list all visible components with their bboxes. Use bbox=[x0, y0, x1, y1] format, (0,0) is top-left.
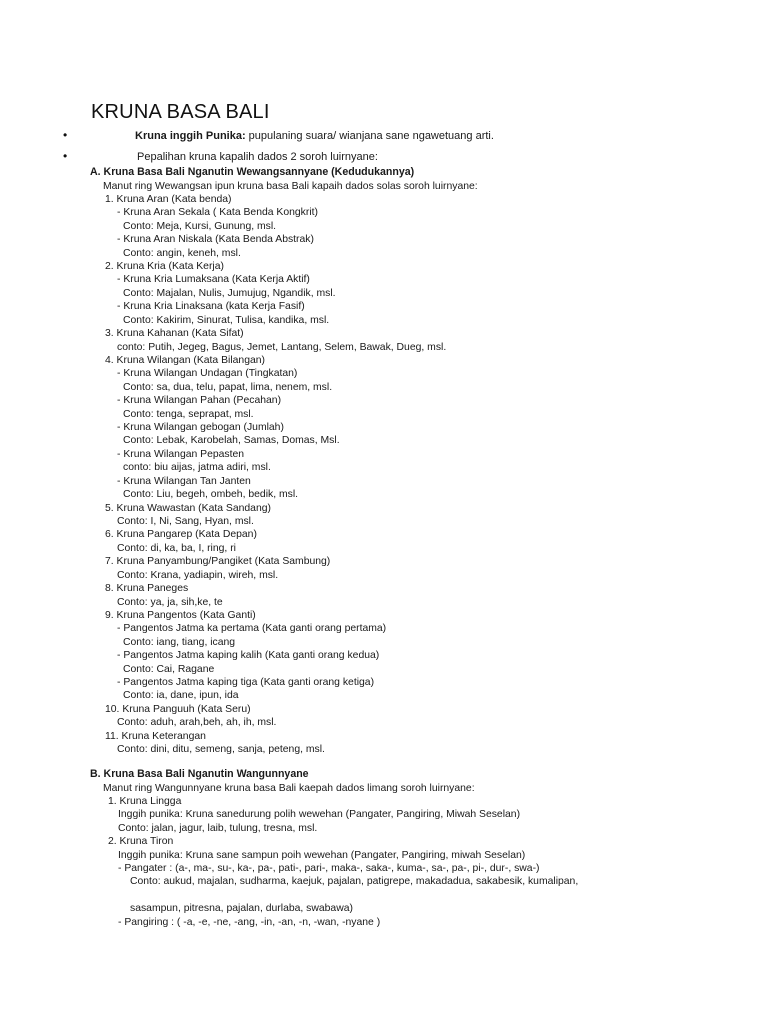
document-line: - Kruna Wilangan Tan Janten bbox=[117, 475, 251, 487]
document-line: Conto: Liu, begeh, ombeh, bedik, msl. bbox=[123, 489, 299, 501]
document-line: - Kruna Kria Linaksana (kata Kerja Fasif) bbox=[117, 301, 305, 313]
document-line: - Kruna Wilangan Pepasten bbox=[117, 448, 245, 460]
intro-line-1 bbox=[135, 130, 494, 142]
document-line: Manut ring Wewangsan ipun kruna basa Bali kapaih dados solas soroh luirnyane: bbox=[103, 180, 478, 192]
document-line: sasampun, pitresna, pajalan, durlaba, swabawa) bbox=[130, 903, 353, 915]
document-line: Conto: di, ka, ba, I, ring, ri bbox=[117, 542, 236, 554]
document-line: 8. Kruna Paneges bbox=[105, 583, 189, 595]
document-line: Conto: ya, ja, sih,ke, te bbox=[117, 596, 223, 608]
document-line: 10. Kruna Panguuh (Kata Seru) bbox=[105, 703, 251, 715]
document-line: Conto: Krana, yadiapin, wireh, msl. bbox=[117, 569, 279, 581]
intro-definition: pupulaning suara/ wianjana sane ngawetuang arti. bbox=[245, 130, 494, 142]
bullet-icon: • bbox=[63, 128, 68, 142]
document-line: 2. Kruna Kria (Kata Kerja) bbox=[105, 261, 224, 273]
intro-bold-term: Kruna inggih Punika: bbox=[135, 130, 246, 142]
section-a-heading: A. Kruna Basa Bali Nganutin Wewangsannyane (Kedudukannya) bbox=[90, 166, 415, 178]
document-line: - Pangentos Jatma kaping kalih (Kata ganti orang kedua) bbox=[117, 650, 380, 662]
document-line: Conto: aukud, majalan, sudharma, kaejuk, pajalan, patigrepe, makadadua, sakabesik, kumalipan, bbox=[130, 876, 579, 888]
document-line: 9. Kruna Pangentos (Kata Ganti) bbox=[105, 609, 256, 621]
document-line: Inggih punika: Kruna sanedurung polih wewehan (Pangater, Pangiring, Miwah Seselan) bbox=[118, 809, 521, 821]
document-line: 7. Kruna Panyambung/Pangiket (Kata Sambung) bbox=[105, 556, 331, 568]
section-b-heading: B. Kruna Basa Bali Nganutin Wangunnyane bbox=[90, 768, 309, 780]
document-line: - Kruna Wilangan Undagan (Tingkatan) bbox=[117, 368, 298, 380]
document-line: Manut ring Wangunnyane kruna basa Bali kaepah dados limang soroh luirnyane: bbox=[103, 782, 475, 794]
document-line: 5. Kruna Wawastan (Kata Sandang) bbox=[105, 502, 271, 514]
document-line: 6. Kruna Pangarep (Kata Depan) bbox=[105, 529, 257, 541]
document-line: - Kruna Kria Lumaksana (Kata Kerja Aktif) bbox=[117, 274, 310, 286]
document-line: Conto: Kakirim, Sinurat, Tulisa, kandika, msl. bbox=[123, 314, 330, 326]
document-line: 4. Kruna Wilangan (Kata Bilangan) bbox=[105, 354, 265, 366]
document-line: 1. Kruna Lingga bbox=[108, 795, 182, 807]
document-line: - Pangater : (a-, ma-, su-, ka-, pa-, pati-, pari-, maka-, saka-, kuma-, sa-, pa-, pi-, dur-, swa-) bbox=[118, 863, 540, 875]
document-line: Conto: Cai, Ragane bbox=[123, 663, 215, 675]
document-line: 2. Kruna Tiron bbox=[108, 836, 174, 848]
document-line: Conto: ia, dane, ipun, ida bbox=[123, 690, 239, 702]
document-line: - Kruna Wilangan gebogan (Jumlah) bbox=[117, 422, 284, 434]
document-line: - Kruna Aran Niskala (Kata Benda Abstrak) bbox=[117, 234, 314, 246]
document-line: - Kruna Wilangan Pahan (Pecahan) bbox=[117, 395, 282, 407]
document-line: Conto: I, Ni, Sang, Hyan, msl. bbox=[117, 516, 254, 527]
document-line: conto: biu aijas, jatma adiri, msl. bbox=[123, 462, 271, 474]
document-line: - Pangiring : ( -a, -e, -ne, -ang, -in, -an, -n, -wan, -nyane ) bbox=[118, 916, 381, 928]
document-line: Conto: aduh, arah,beh, ah, ih, msl. bbox=[117, 717, 277, 729]
document-line: Conto: jalan, jagur, laib, tulung, tresna, msl. bbox=[118, 822, 318, 834]
document-line: 11. Kruna Keterangan bbox=[105, 730, 206, 742]
document-line: Conto: Majalan, Nulis, Jumujug, Ngandik, msl. bbox=[123, 287, 336, 299]
document-line: Conto: Meja, Kursi, Gunung, msl. bbox=[123, 220, 277, 232]
page-title: KRUNA BASA BALI bbox=[91, 101, 270, 123]
document-line: Conto: tenga, seprapat, msl. bbox=[123, 408, 254, 420]
document-line: 1. Kruna Aran (Kata benda) bbox=[105, 193, 232, 205]
document-line: Conto: angin, keneh, msl. bbox=[123, 247, 241, 259]
document-line: 3. Kruna Kahanan (Kata Sifat) bbox=[105, 328, 244, 340]
document-line: - Pangentos Jatma kaping tiga (Kata ganti orang ketiga) bbox=[117, 677, 375, 689]
document-line: Conto: Lebak, Karobelah, Samas, Domas, Msl. bbox=[123, 435, 340, 447]
bullet-icon: • bbox=[63, 149, 68, 163]
document-line: Inggih punika: Kruna sane sampun poih wewehan (Pangater, Pangiring, miwah Seselan) bbox=[118, 849, 526, 861]
document-line: conto: Putih, Jegeg, Bagus, Jemet, Lantang, Selem, Bawak, Dueg, msl. bbox=[117, 341, 447, 353]
document-line: Conto: dini, ditu, semeng, sanja, peteng, msl. bbox=[117, 744, 325, 756]
document-line: - Pangentos Jatma ka pertama (Kata ganti orang pertama) bbox=[117, 623, 387, 635]
intro-line-2: Pepalihan kruna kapalih dados 2 soroh luirnyane: bbox=[137, 151, 378, 163]
document-line: - Kruna Aran Sekala ( Kata Benda Kongkrit) bbox=[117, 207, 318, 219]
document-line: Conto: iang, tiang, icang bbox=[123, 636, 236, 648]
document-line: Conto: sa, dua, telu, papat, lima, nenem, msl. bbox=[123, 381, 333, 393]
